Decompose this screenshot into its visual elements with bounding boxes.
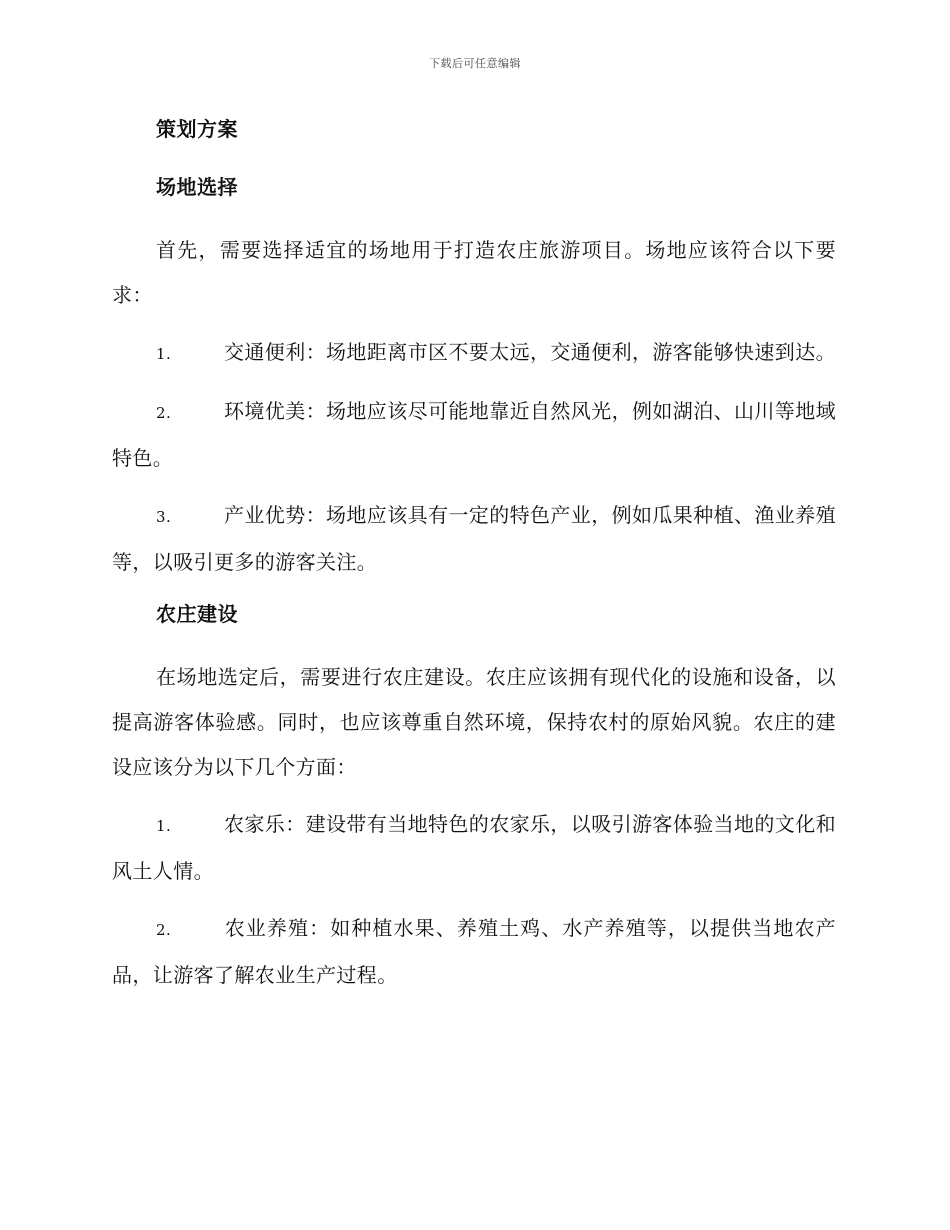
section-heading-farm: 农庄建设 xyxy=(156,602,238,626)
farm-intro-paragraph: 在场地选定后，需要进行农庄建设。农庄应该拥有现代化的设施和设备，以提高游客体验感。同时，也应该尊重自然环境，保持农村的原始风貌。农庄的建设应该分为以下几个方面： xyxy=(112,665,836,779)
list-item xyxy=(112,330,836,377)
list-item-text: 农业养殖：如种植水果、养殖土鸡、水产养殖等，以提供当地农产品，让游客了解农业生产过程。 xyxy=(112,916,836,987)
header-note: 下载后可任意编辑 xyxy=(429,57,521,70)
list-item-number: 2. xyxy=(156,404,172,422)
list-item-text: 农家乐：建设带有当地特色的农家乐，以吸引游客体验当地的文化和风土人情。 xyxy=(112,812,836,883)
list-item xyxy=(112,906,836,998)
list-item-text: 产业优势：场地应该具有一定的特色产业，例如瓜果种植、渔业养殖等，以吸引更多的游客关注。 xyxy=(112,503,836,574)
list-item-text: 交通便利：场地距离市区不要太远，交通便利，游客能够快速到达。 xyxy=(224,340,836,364)
list-item-number: 2. xyxy=(156,921,172,939)
site-intro-paragraph: 首先，需要选择适宜的场地用于打造农庄旅游项目。场地应该符合以下要求： xyxy=(112,238,836,307)
document-body xyxy=(112,112,836,1010)
list-item-text: 环境优美：场地应该尽可能地靠近自然风光，例如湖泊、山川等地域特色。 xyxy=(112,399,836,470)
list-item-number: 1. xyxy=(156,345,172,363)
list-item xyxy=(112,802,836,894)
section-heading-site: 场地选择 xyxy=(156,175,238,199)
document-title: 策划方案 xyxy=(156,117,238,141)
list-item xyxy=(112,493,836,585)
list-item-number: 1. xyxy=(156,817,172,835)
list-item xyxy=(112,389,836,481)
list-item-number: 3. xyxy=(156,508,172,526)
